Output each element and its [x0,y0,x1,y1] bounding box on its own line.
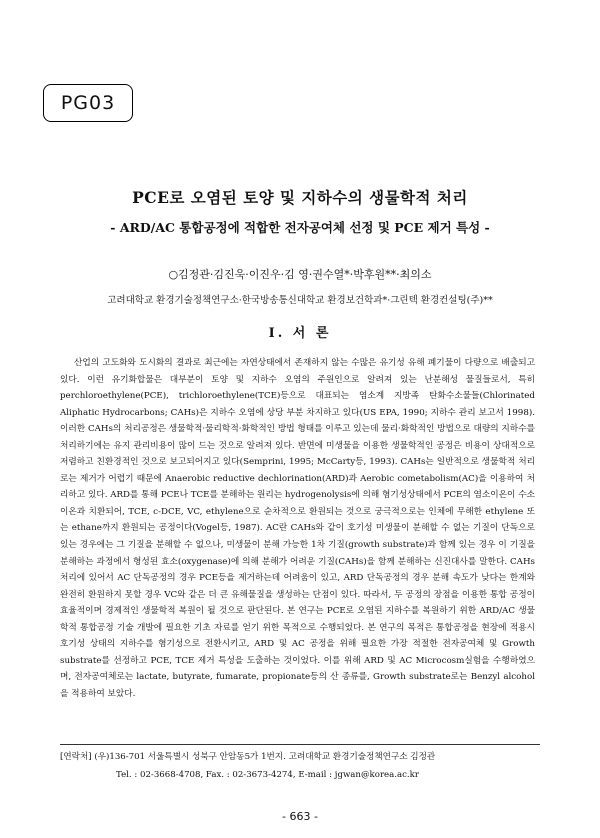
author-list: ○김정관·김진욱·이진우·김 영·권수열*·박후원**·최의소 [168,268,432,281]
paper-title: PCE로 오염된 토양 및 지하수의 생물학적 처리 [132,188,468,207]
affiliation-list: 고려대학교 환경기술정책연구소·한국방송통신대학교 환경보건학과*·그린텍 환경컨설팅(주)** [107,295,493,306]
contact-divider [60,744,540,745]
paper-code: PG03 [60,92,116,114]
section-heading: I. 서 론 [268,326,332,341]
paper-code-box [43,84,133,122]
introduction-body: 산업의 고도화와 도시화의 결과로 최근에는 자연상태에서 존재하지 않는 수많은 유기성 유해 폐기물이 다량으로 배출되고 있다. 이런 유기화합물은 대부분이 토양 및 지하수 오염의 주원인으로 알려져 있는 난분해성 물질들로서, 특히 perchloroethylene(PCE), trichloroethylene(TCE)등으로 대표되는 염소계 지방족 탄화수소물들(Chlorinated Aliphatic Hydrocarbons; CAHs)은 지하수 오염에 상당 부분 차지하고 있다(US EPA, 1990; 지하수 관리 보고서 1998). 이러한 CAHs의 처리공정은 생물학적·물리학적·화학적인 방법 형태를 이루고 있는데 물리·화학적인 방법으로 대량의 지하수를 처리하기에는 유지 관리비용이 많이 드는 것으로 알려져 있다. 반면에 미생물을 이용한 생물학적인 공정은 비용이 상대적으로 저렴하고 친환경적인 것으로 보고되어지고 있다(Semprini, 1995; McCarty등, 1993). CAHs는 일반적으로 생물학적 처리로는 제거가 어렵기 때문에 Anaerobic reductive dechlorination(ARD)과 Aerobic cometabolism(AC)을 이용하여 처리하고 있다. ARD를 통해 PCE나 TCE를 분해하는 원리는 hydrogenolysis에 의해 혐기성상태에서 PCE의 염소이온이 수소이온과 치환되어, TCE, c-DCE, VC, ethylene으로 순차적으로 환원되는 것으로 궁극적으로는 인체에 무해한 ethylene 또는 ethane까지 환원되는 공정이다(Vogel등, 1987). AC란 CAHs와 같이 호기성 미생물이 분해할 수 없는 기질이 단독으로 있는 경우에는 그 기질을 분해할 수 없으나, 미생물이 분해 가능한 1차 기질(growth substrate)과 함께 있는 경우 이 기질을 분해하는 과정에서 형성된 효소(oxygenase)에 의해 분해가 어려운 기질(CAHs)을 함께 분해하는 신진대사를 말한다. CAHs 처리에 있어서 AC 단독공정의 경우 PCE등을 제거하는데 어려움이 있고, ARD 단독공정의 경우 분해 속도가 낮다는 한계와 완전히 환원하지 못할 경우 VC와 같은 더 큰 유해물질을 생성하는 단점이 있다. 따라서, 두 공정의 장점을 이용한 통합 공정이 효율적이며 경제적인 생물학적 복원이 될 것으로 판단된다. 본 연구는 PCE로 오염된 지하수를 복원하기 위한 ARD/AC 생물학적 통합공정 기술 개발에 필요한 기초 자료를 얻기 위한 목적으로 수행되었다. 본 연구의 목적은 통합공정을 현장에 적용시 호기성 상태의 지하수를 혐기성으로 전환시키고, ARD 및 AC 공정을 위해 필요한 가장 적절한 전자공여체 및 Growth substrate를 선정하고 PCE, TCE 제거 특성을 도출하는 것이었다. 이를 위해 ARD 및 AC Microcosm실험을 수행하였으며, 전자공여체로는 lactate, butyrate, fumarate, propionate등의 산 종류를, Growth substrate로는 Benzyl alcohol을 적용하여 보았다. [60,358,535,699]
contact-phone-email: Tel. : 02-3668-4708, Fax. : 02-3673-4274, E-mail : jgwan@korea.ac.kr [116,770,419,780]
paper-subtitle: - ARD/AC 통합공정에 적합한 전자공여체 선정 및 PCE 제거 특성 - [110,220,490,235]
page-number: - 663 - [282,810,318,823]
contact-address: [연락처] (우)136-701 서울특별시 성북구 안암동5가 1번지. 고려대학교 환경기술정책연구소 김정관 [60,752,436,762]
